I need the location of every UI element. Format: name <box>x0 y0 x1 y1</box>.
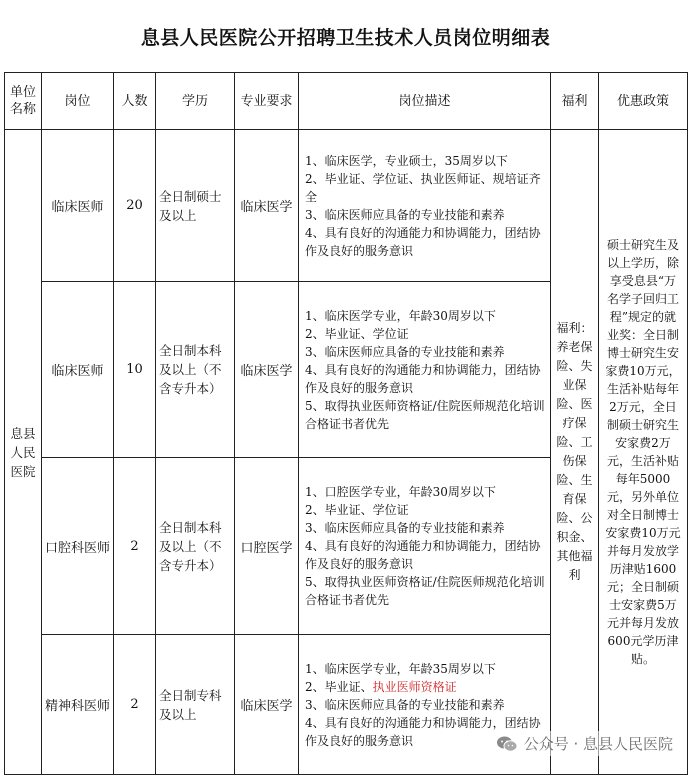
description-line: 4、具有良好的沟通能力和协调能力，团结协作及良好的服务意识 <box>305 539 541 571</box>
count-cell: 20 <box>114 130 156 282</box>
header-unit: 单位名称 <box>5 73 42 130</box>
recruitment-table <box>4 72 688 775</box>
description-line: 4、具有良好的沟通能力和协调能力，团结协作及良好的服务意识 <box>305 715 541 748</box>
post-cell: 临床医师 <box>42 282 114 458</box>
description-line: 3、临床医师应具备的专业技能和素养 <box>305 344 505 359</box>
watermark-text: 公众号 · 息县人民医院 <box>523 735 673 753</box>
description-line: 3、临床医师应具备的专业技能和素养 <box>305 207 505 222</box>
description-line-head: 2、毕业证、 <box>305 679 373 694</box>
description-cell <box>299 458 551 635</box>
description-line: 5、取得执业医师资格证/住院医师规范化培训合格证书者优先 <box>305 398 545 431</box>
post-cell: 临床医师 <box>42 130 114 282</box>
description-line: 3、临床医师应具备的专业技能和素养 <box>305 521 505 535</box>
unit-name-cell: 息县人民医院 <box>5 130 42 775</box>
description-line: 3、临床医师应具备的专业技能和素养 <box>305 697 505 712</box>
policy-cell: 硕士研究生及以上学历，除享受息县“万名学子回归工程”规定的就业奖：全日制博士研究生安家费10万元，生活补贴每年2万元，全日制硕士研究生安家费2万元，生活补贴每年5000元，另外单位对全日制博士安家费10万元并每月发放学历津贴1600元；全日制硕士安家费5万元并每月发放600元学历津贴。 <box>599 130 688 775</box>
header-major: 专业要求 <box>235 73 299 130</box>
header-education: 学历 <box>156 73 235 130</box>
education-cell: 全日制硕士及以上 <box>156 130 235 282</box>
description-line: 5、取得执业医师资格证/住院医师规范化培训合格证书者优先 <box>305 575 545 607</box>
count-cell: 10 <box>114 282 156 458</box>
major-cell: 临床医学 <box>235 130 299 282</box>
count-cell: 2 <box>114 635 156 775</box>
header-policy: 优惠政策 <box>599 73 688 130</box>
page-title: 息县人民医院公开招聘卫生技术人员岗位明细表 <box>140 26 551 49</box>
description-line: 4、具有良好的沟通能力和协调能力，团结协作及良好的服务意识 <box>305 362 541 395</box>
header-welfare: 福利 <box>551 73 599 130</box>
description-line: 2、毕业证、学位证、执业医师证、规培证齐全 <box>305 171 541 204</box>
highlighted-requirement: 执业医师资格证 <box>372 679 457 694</box>
header-count: 人数 <box>114 73 156 130</box>
watermark <box>492 731 677 756</box>
description-line: 2、毕业证、学位证 <box>305 326 409 341</box>
description-line <box>305 678 546 696</box>
description-line: 2、毕业证、学位证 <box>305 503 409 517</box>
post-cell: 精神科医师 <box>42 635 114 775</box>
description-line: 1、临床医学专业，年龄35周岁以下 <box>305 661 496 676</box>
description-line: 4、具有良好的沟通能力和协调能力，团结协作及良好的服务意识 <box>305 225 541 258</box>
wechat-icon <box>496 735 518 753</box>
major-cell: 临床医学 <box>235 635 299 775</box>
table-row <box>5 130 688 282</box>
post-cell: 口腔科医师 <box>42 458 114 635</box>
description-cell <box>299 282 551 458</box>
education-cell: 全日制专科及以上 <box>156 635 235 775</box>
description-line: 1、临床医学专业，年龄30周岁以下 <box>305 308 496 323</box>
major-cell: 口腔医学 <box>235 458 299 635</box>
description-line: 1、口腔医学专业，年龄30周岁以下 <box>305 485 496 499</box>
education-cell: 全日制本科及以上（不含专升本） <box>156 458 235 635</box>
description-line: 1、临床医学，专业硕士，35周岁以下 <box>305 153 508 168</box>
welfare-cell: 福利：养老保险、失业保险、医疗保险、工伤保险、生育保险、公积金、其他福利 <box>551 130 599 775</box>
header-post: 岗位 <box>42 73 114 130</box>
header-description: 岗位描述 <box>299 73 551 130</box>
description-cell <box>299 130 551 282</box>
count-cell: 2 <box>114 458 156 635</box>
education-cell: 全日制本科及以上（不含专升本） <box>156 282 235 458</box>
header-row <box>5 73 688 130</box>
major-cell: 临床医学 <box>235 282 299 458</box>
